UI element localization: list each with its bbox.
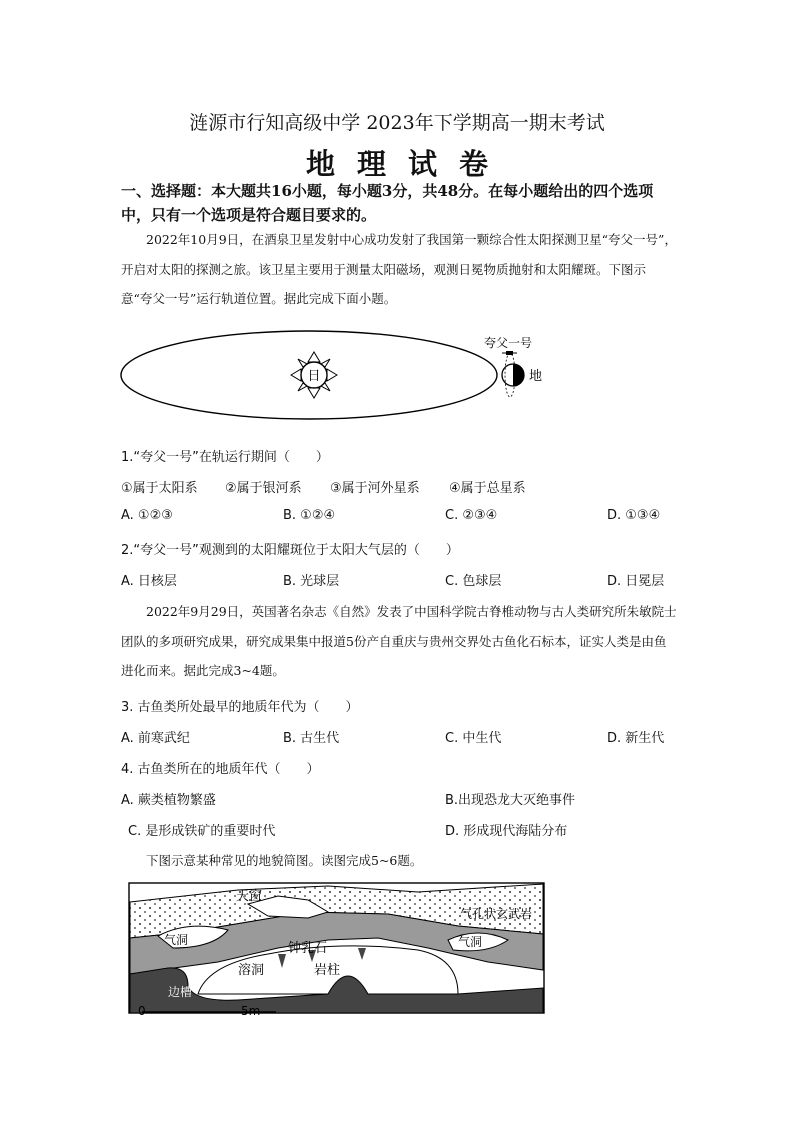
q2-option-d[interactable]: D. 日冕层 xyxy=(607,574,665,589)
earth-label: 地 xyxy=(529,369,543,384)
label-side-groove: 边槽 xyxy=(168,985,193,999)
orbit-figure xyxy=(118,330,564,438)
q1-statement-1: ①属于太阳系 xyxy=(121,481,198,496)
sun-icon xyxy=(291,352,337,398)
passage-1: 2022年10月9日，在酒泉卫星发射中心成功发射了我国第一颗综合性太阳探测卫星“夸父一号”，开启对太阳的探测之旅。该卫星主要用于测量太阳磁场，观测日冕物质抛射和太阳耀斑。下图示意“夸父一号”运行轨道位置。据此完成下面小题。 xyxy=(121,232,677,306)
question-2-stem: 2.“夸父一号”观测到的太阳耀斑位于太阳大气层的（ ） xyxy=(121,543,459,558)
q3-option-b[interactable]: B. 古生代 xyxy=(283,731,340,746)
label-column: 岩柱 xyxy=(314,963,341,978)
q4-option-b[interactable]: B.出现恐龙大灭绝事件 xyxy=(445,793,576,808)
landform-figure xyxy=(128,882,546,1016)
q1-option-b[interactable]: B. ①②④ xyxy=(283,508,336,523)
satellite-label: 夸父一号 xyxy=(484,336,533,350)
q4-option-d[interactable]: D. 形成现代海陆分布 xyxy=(445,824,568,839)
question-3-stem: 3. 古鱼类所处最早的地质年代为（ ） xyxy=(121,700,359,715)
subject-title: 地理试卷 xyxy=(305,147,510,181)
q4-option-c[interactable]: C. 是形成铁矿的重要时代 xyxy=(128,824,276,839)
section-heading: 一、选择题：本大题共16小题，每小题3分，共48分。在每小题给出的四个选项中，只有一个选项是符合题目要求的。 xyxy=(121,182,654,224)
q2-option-c[interactable]: C. 色球层 xyxy=(445,574,502,589)
q3-option-d[interactable]: D. 新生代 xyxy=(607,731,665,746)
q3-option-a[interactable]: A. 前寒武纪 xyxy=(121,731,190,746)
question-1-stem: 1.“夸父一号”在轨运行期间（ ） xyxy=(121,450,329,465)
label-cave-right: 气洞 xyxy=(458,935,483,949)
exam-school-title: 涟源市行知高级中学 2023年下学期高一期末考试 xyxy=(189,112,605,134)
satellite-icon xyxy=(502,351,517,355)
passage-2: 2022年9月29日，英国著名杂志《自然》发表了中国科学院古脊椎动物与古人类研究所朱敏院士团队的多项研究成果，研究成果集中报道5份产自重庆与贵州交界处古鱼化石标本，证实人类是由鱼进化而来。据此完成3~4题。 xyxy=(121,604,677,678)
label-skylight: 天窗 xyxy=(236,889,263,904)
q1-statement-4: ④属于总星系 xyxy=(449,481,526,496)
label-stalactite: 钟乳石 xyxy=(288,941,328,956)
scale-zero: 0 xyxy=(138,1004,146,1016)
passage-3: 下图示意某种常见的地貌简图。读图完成5~6题。 xyxy=(146,853,423,868)
label-cave-left: 气洞 xyxy=(164,933,189,947)
scale-5m: 5m xyxy=(241,1004,261,1016)
q1-option-d[interactable]: D. ①③④ xyxy=(607,508,661,523)
question-4-stem: 4. 古鱼类所在的地质年代（ ） xyxy=(121,762,320,777)
q2-option-a[interactable]: A. 日核层 xyxy=(121,574,177,589)
q1-statement-3: ③属于河外星系 xyxy=(330,481,420,496)
q3-option-c[interactable]: C. 中生代 xyxy=(445,731,502,746)
q2-option-b[interactable]: B. 光球层 xyxy=(283,574,340,589)
earth-icon xyxy=(502,364,542,386)
label-vesicular-basalt: 气孔状玄武岩 xyxy=(460,907,533,921)
label-lava-tube: 溶洞 xyxy=(238,963,265,978)
q4-option-a[interactable]: A. 蕨类植物繁盛 xyxy=(121,793,216,808)
q1-option-c[interactable]: C. ②③④ xyxy=(445,508,498,523)
sun-label: 日 xyxy=(307,369,321,384)
q1-option-a[interactable]: A. ①②③ xyxy=(121,508,173,523)
q1-statement-2: ②属于银河系 xyxy=(225,481,302,496)
